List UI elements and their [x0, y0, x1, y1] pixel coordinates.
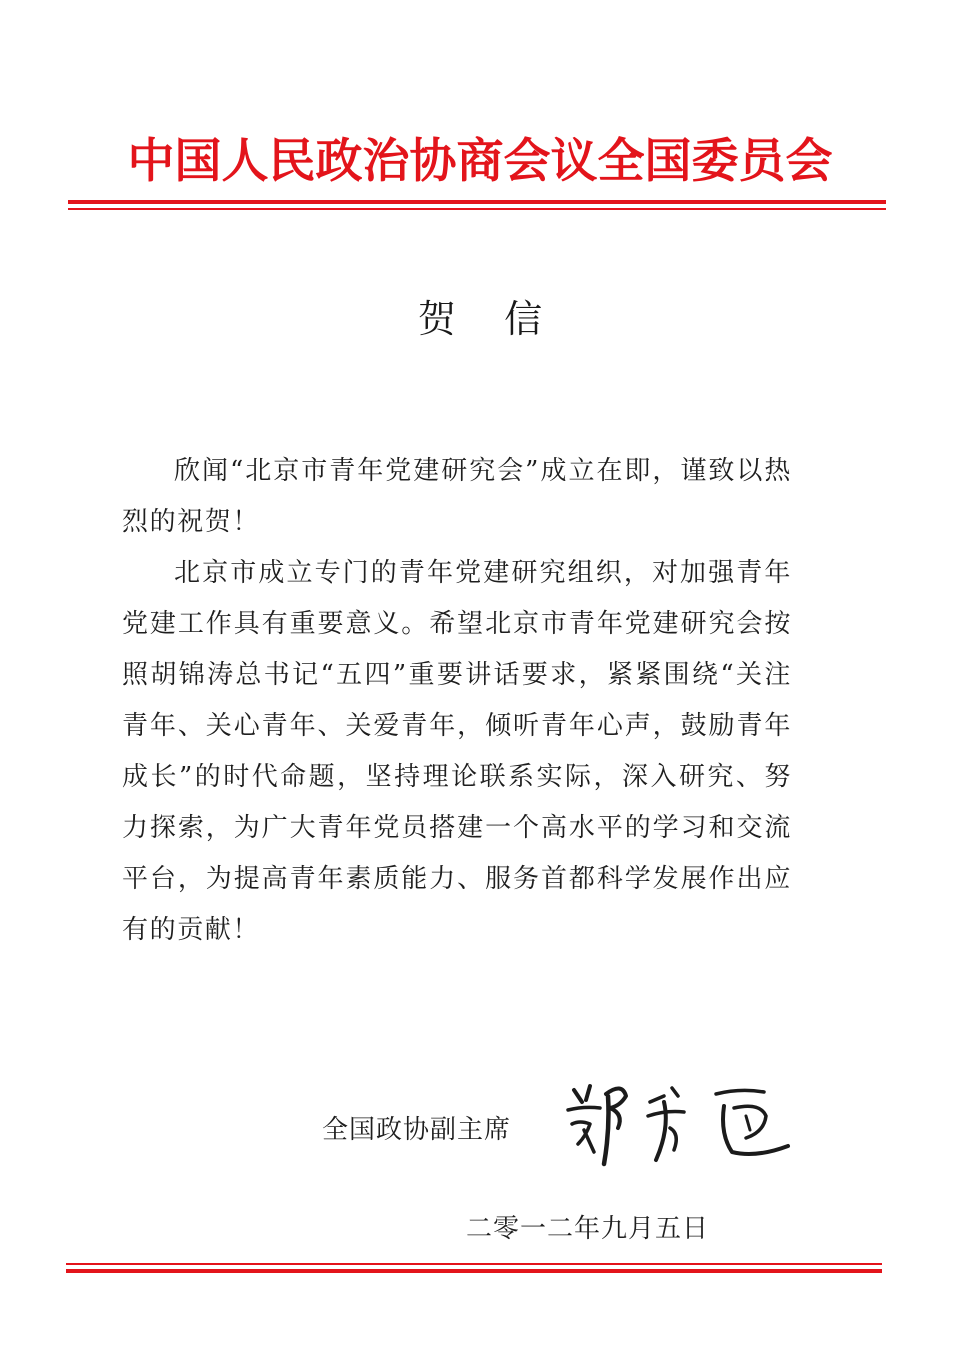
- signer-title: 全国政协副主席: [322, 1115, 512, 1145]
- letterhead-rule-thin: [68, 208, 886, 210]
- paragraph-congratulation: 欣闻“北京市青年党建研究会”成立在即，谨致以热烈的祝贺！: [122, 456, 792, 537]
- document-title: 贺 信: [417, 297, 543, 341]
- paragraph-main: 北京市成立专门的青年党建研究组织，对加强青年党建工作具有重要意义。希望北京市青年党建研究会按照胡锦涛总书记“五四”重要讲话要求，紧紧围绕“关注青年、关心青年、关爱青年，倾听青年心声，鼓励青年成长”的时代命题，坚持理论联系实际，深入研究、努力探索，为广大青年党员搭建一个高水平的学习和交流平台，为提高青年素质能力、服务首都科学发展作出应有的贡献！: [122, 558, 792, 945]
- letterhead-rule-thick: [68, 200, 886, 204]
- footer-rule-thin: [66, 1263, 882, 1265]
- date: 二零一二年九月五日: [466, 1214, 710, 1244]
- footer-rule-thick: [66, 1269, 882, 1273]
- letterhead-title: 中国人民政治协商会议全国委员会: [127, 134, 833, 189]
- handwritten-signature: [560, 1072, 800, 1172]
- letter-body: [122, 446, 792, 956]
